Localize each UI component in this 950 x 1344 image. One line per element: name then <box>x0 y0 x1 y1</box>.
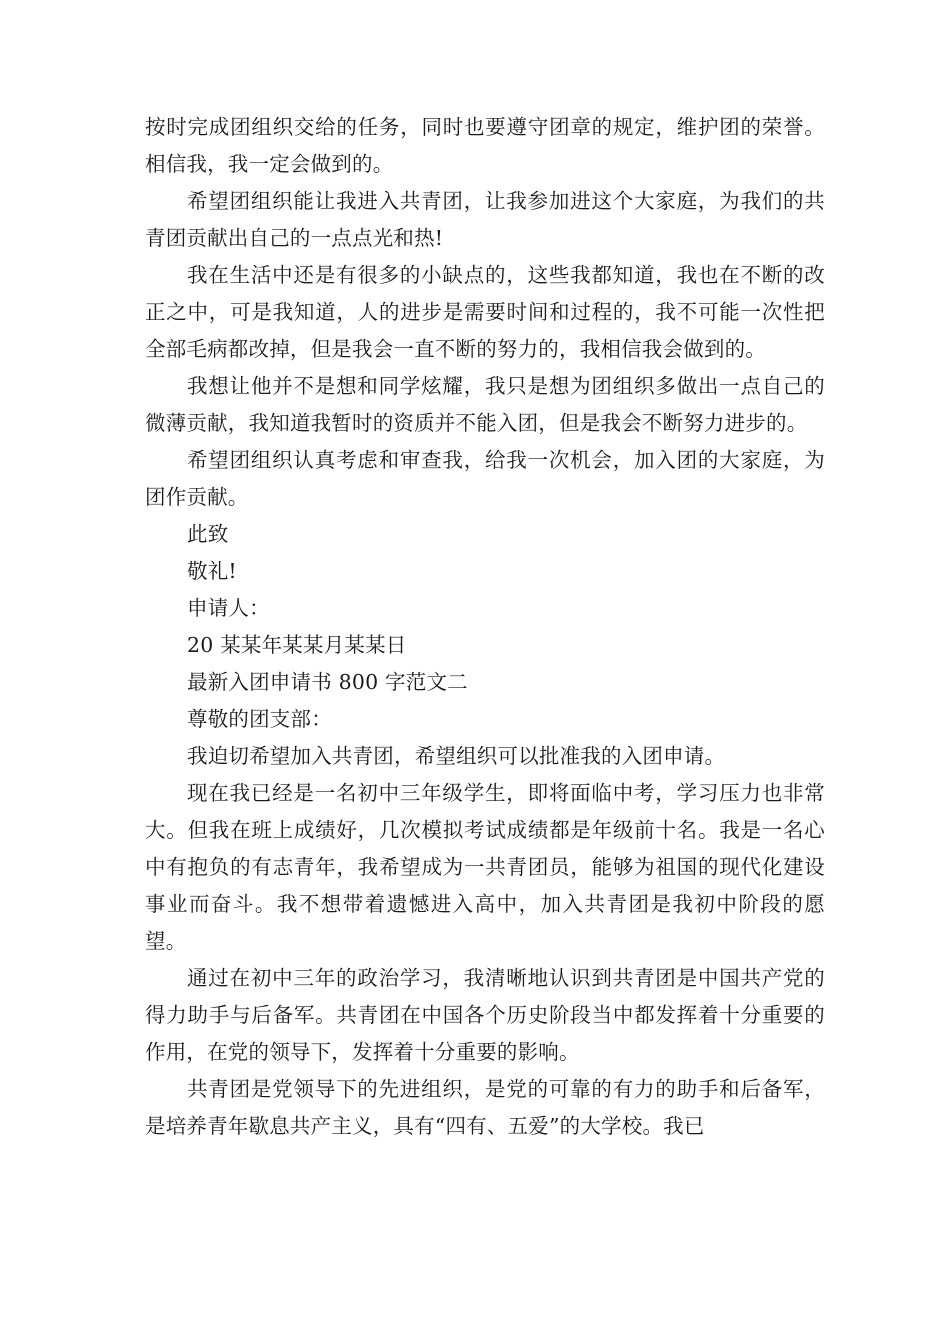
paragraph: 按时完成团组织交给的任务，同时也要遵守团章的规定，维护团的荣誉。相信我，我一定会做到的。 <box>145 115 825 176</box>
paragraph: 我迫切希望加入共青团，希望组织可以批准我的入团申请。 <box>187 744 726 768</box>
paragraph: 希望团组织认真考虑和审查我，给我一次机会，加入团的大家庭，为团作贡献。 <box>145 448 825 509</box>
greeting-line: 尊敬的团支部： <box>187 707 332 731</box>
applicant-label: 申请人： <box>187 596 270 620</box>
paragraph: 现在我已经是一名初中三年级学生，即将面临中考，学习压力也非常大。但我在班上成绩好，几次模拟考试成绩都是年级前十名。我是一名心中有抱负的有志青年，我希望成为一共青团员，能够为祖国的现代化建设事业而奋斗。我不想带着遗憾进入高中，加入共青团是我初中阶段的愿望。 <box>145 781 825 953</box>
paragraph: 我想让他并不是想和同学炫耀，我只是想为团组织多做出一点自己的微薄贡献，我知道我暂时的资质并不能入团，但是我会不断努力进步的。 <box>145 374 825 435</box>
salutation-line: 敬礼! <box>187 559 237 583</box>
paragraph: 我在生活中还是有很多的小缺点的，这些我都知道，我也在不断的改正之中，可是我知道，人的进步是需要时间和过程的，我不可能一次性把全部毛病都改掉，但是我会一直不断的努力的，我相信我会做到的。 <box>145 263 825 361</box>
document-body <box>145 109 825 1145</box>
closing-line: 此致 <box>187 522 229 546</box>
paragraph: 通过在初中三年的政治学习，我清晰地认识到共青团是中国共产党的得力助手与后备军。共青团在中国各个历史阶段当中都发挥着十分重要的作用，在党的领导下，发挥着十分重要的影响。 <box>145 966 825 1064</box>
section-title: 最新入团申请书 800 字范文二 <box>187 670 468 694</box>
paragraph: 共青团是党领导下的先进组织，是党的可靠的有力的助手和后备军，是培养青年歇息共产主义，具有“四有、五爱”的大学校。我已 <box>145 1077 825 1138</box>
date-line: 20 某某年某某月某某日 <box>187 633 407 657</box>
paragraph: 希望团组织能让我进入共青团，让我参加进这个大家庭，为我们的共青团贡献出自己的一点点光和热! <box>145 189 825 250</box>
